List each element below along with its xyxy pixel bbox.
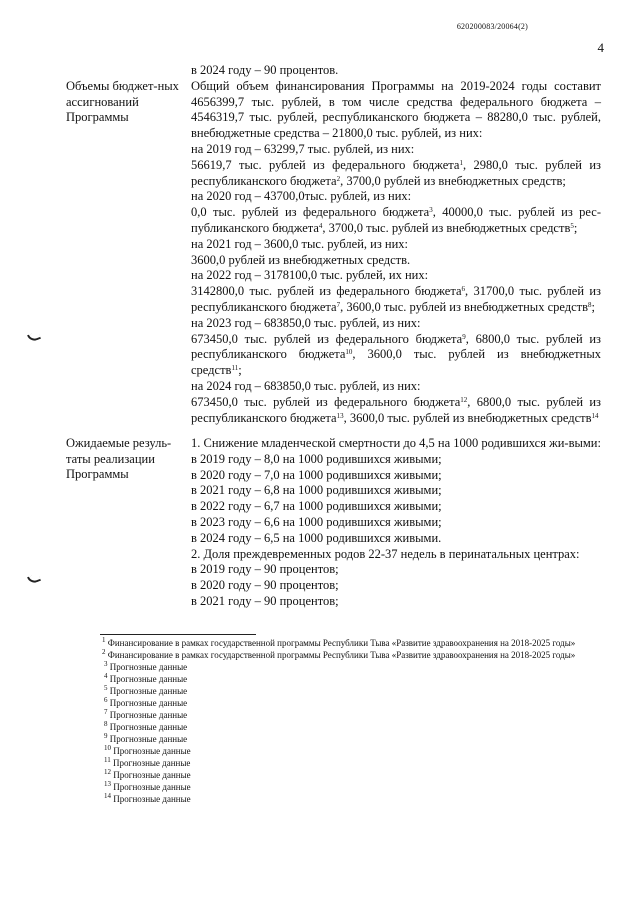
footnote-5: $^5$ Прогнозные данные	[104, 684, 188, 696]
result-item-1-year: в 2023 году – 6,6 на 1000 родившихся живыми;	[191, 514, 442, 529]
year-2021-detail: 3600,0 рублей из внебюджетных средств.	[191, 252, 411, 267]
year-2024-head: на 2024 год – 683850,0 тыс. рублей, из них:	[191, 378, 421, 393]
funding-section	[191, 63, 601, 426]
year-2022-detail: 3142800,0 тыс. рублей из федерального бюджета$^6$, 31700,0 тыс. рублей из республиканского бюджета$^7$, 3600,0 тыс. рублей из внебюджетных средств$^8$;	[191, 284, 601, 314]
year-2024-detail: 673450,0 тыс. рублей из федерального бюджета$^{12}$, 6800,0 тыс. рублей из республиканского бюджета$^{13}$, 3600,0 тыс. рублей из внебюджетных средств$^{14}$	[191, 394, 601, 425]
footnote-6: $^6$ Прогнозные данные	[104, 696, 188, 708]
footnote-4: $^4$ Прогнозные данные	[104, 672, 188, 684]
year-2021-head: на 2021 год – 3600,0 тыс. рублей, из них:	[191, 236, 409, 251]
footnote-11: $^{11}$ Прогнозные данные	[104, 756, 191, 768]
footnote-7: $^7$ Прогнозные данные	[104, 708, 188, 720]
funding-intro: Общий объем финансирования Программы на 2019-2024 годы составит 4656399,7 тыс. рублей, в том числе средства федерального бюджета – 4546319,7 тыс. рублей, республиканского бюджета – 88280,0 тыс. рублей, внебюджетные средства – 21800,0 тыс. рублей, из них:	[191, 78, 601, 141]
carry-line: в 2024 году – 90 процентов.	[191, 63, 339, 77]
year-2019-detail: 56619,7 тыс. рублей из федерального бюджета$^1$, 2980,0 тыс. рублей из республиканского бюджета$^2$, 3700,0 рублей из внебюджетных средств;	[191, 157, 601, 188]
document-id: 620200083/20064(2)	[456, 22, 528, 31]
footnotes	[62, 637, 606, 805]
footnote-9: $^9$ Прогнозные данные	[104, 732, 188, 744]
margin-mark	[27, 331, 41, 343]
result-item-1-year: в 2021 году – 6,8 на 1000 родившихся живыми;	[191, 483, 442, 498]
footnote-2: $^2$ Финансирование в рамках государственной программы Республики Тыва «Развитие здравоохранения на 2018-2025 годы»	[102, 648, 576, 660]
year-2023-detail: 673450,0 тыс. рублей из федерального бюджета$^9$, 6800,0 тыс. рублей из республиканского бюджета$^{10}$, 3600,0 тыс. рублей из внебюджетных средств$^{11}$;	[191, 331, 601, 378]
result-item-1-year: в 2020 году – 7,0 на 1000 родившихся живыми;	[191, 467, 442, 482]
footnote-8: $^8$ Прогнозные данные	[104, 720, 188, 732]
result-item-2-year: в 2020 году – 90 процентов;	[191, 578, 339, 593]
year-2020-detail: 0,0 тыс. рублей из федерального бюджета$^3$, 40000,0 тыс. рублей из рес-публиканского бюджета$^4$, 3700,0 тыс. рублей из внебюджетных средств$^5$;	[191, 205, 601, 235]
year-2020-head: на 2020 год – 43700,0тыс. рублей, из них:	[191, 189, 412, 204]
margin-mark	[27, 573, 41, 585]
footnote-3: $^3$ Прогнозные данные	[104, 660, 188, 672]
result-item-2-year: в 2019 году – 90 процентов;	[191, 562, 339, 577]
footnote-13: $^{13}$ Прогнозные данные	[104, 780, 191, 792]
page-number: 4	[597, 40, 604, 55]
result-item-1-year: в 2024 году – 6,5 на 1000 родившихся живыми.	[191, 530, 442, 545]
footnote-10: $^{10}$ Прогнозные данные	[104, 744, 191, 756]
results-section	[191, 436, 601, 610]
year-2022-head: на 2022 год – 3178100,0 тыс. рублей, их них:	[191, 268, 429, 283]
row-label-budget: Объемы бюджет-ных ассигнований Программы	[66, 79, 179, 124]
footnote-12: $^{12}$ Прогнозные данные	[104, 768, 191, 780]
footnote-separator	[100, 634, 256, 635]
year-2019-head: на 2019 год – 63299,7 тыс. рублей, из них:	[191, 141, 415, 156]
footnote-1: $^1$ Финансирование в рамках государственной программы Республики Тыва «Развитие здравоохранения на 2018-2025 годы»	[102, 636, 576, 648]
footnote-14: $^{14}$ Прогнозные данные	[104, 792, 191, 804]
row-label-results: Ожидаемые резуль-таты реализации Программы	[66, 436, 172, 481]
result-item-1-year: в 2019 году – 8,0 на 1000 родившихся живыми;	[191, 451, 442, 466]
result-item-1: 1. Снижение младенческой смертности до 4,5 на 1000 родившихся жи-выми:	[191, 436, 601, 450]
result-item-2: 2. Доля преждевременных родов 22-37 недель в перинатальных центрах:	[191, 546, 580, 561]
result-item-1-year: в 2022 году – 6,7 на 1000 родившихся живыми;	[191, 499, 442, 514]
year-2023-head: на 2023 год – 683850,0 тыс. рублей, из них:	[191, 315, 421, 330]
result-item-2-year: в 2021 году – 90 процентов;	[191, 593, 339, 608]
